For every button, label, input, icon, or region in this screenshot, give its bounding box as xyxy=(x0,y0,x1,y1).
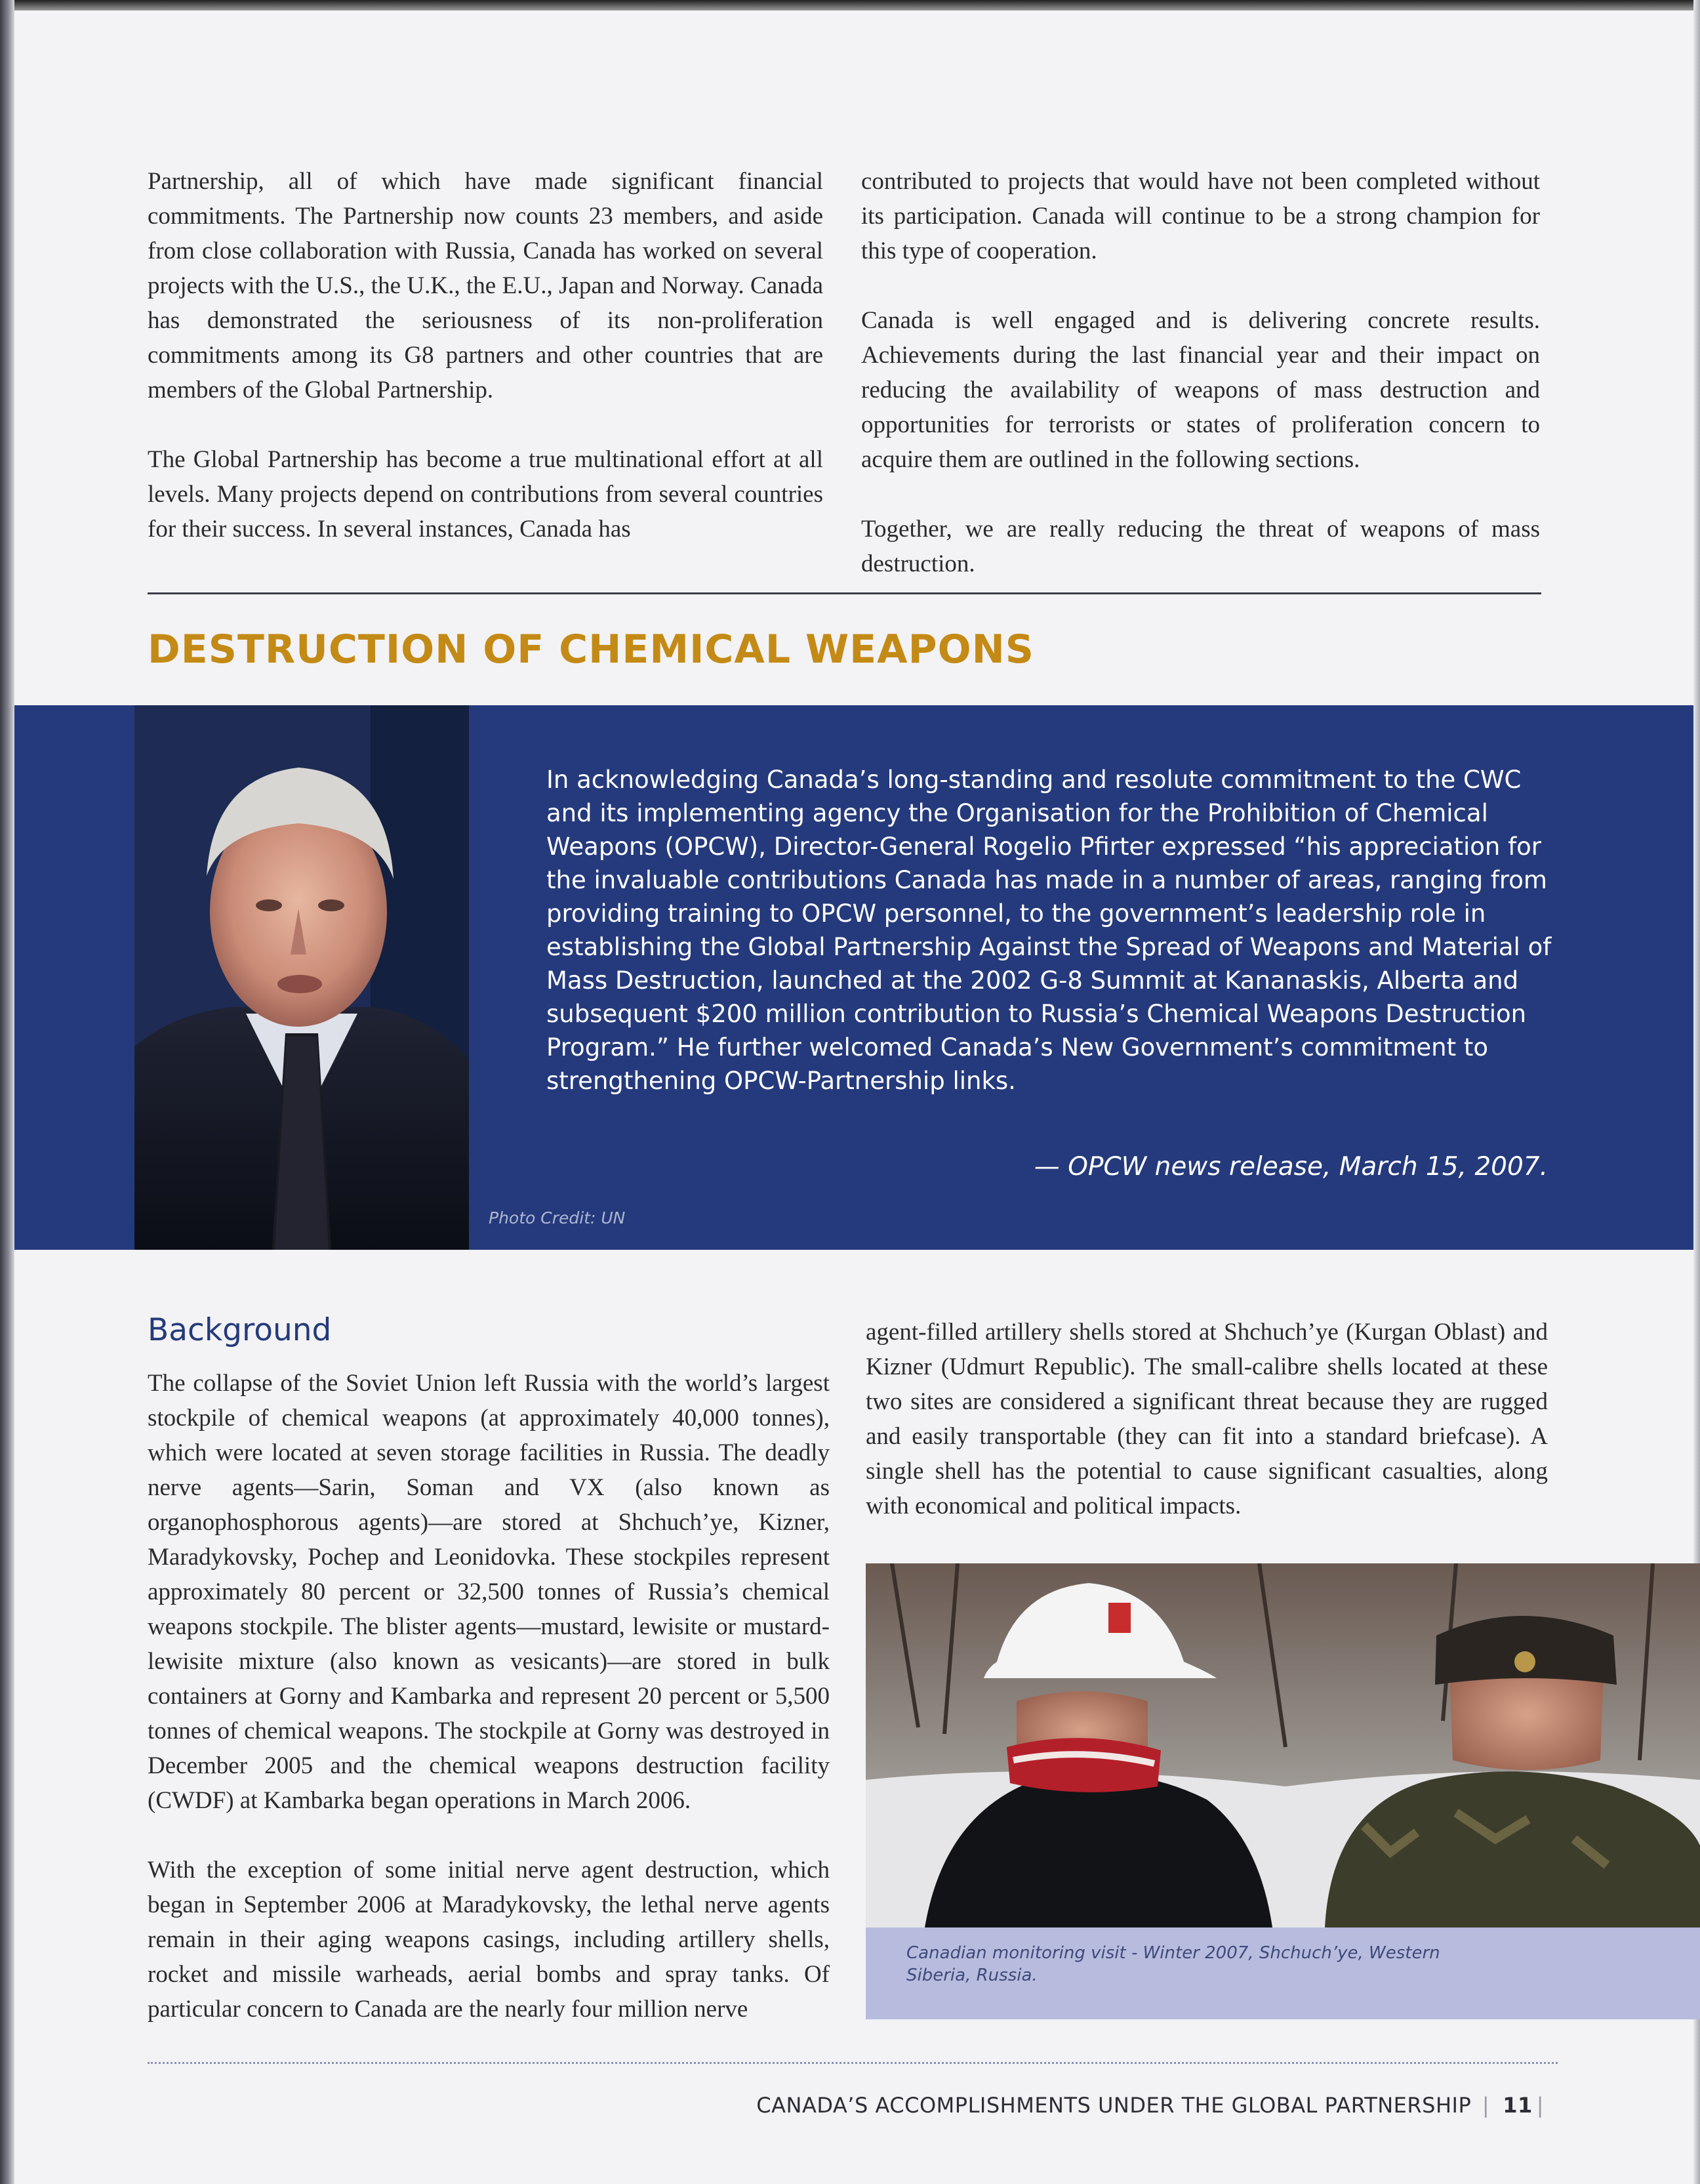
background-paragraph: With the exception of some initial nerve agent destruction, which began in September 2006 at Maradykovsky, the lethal nerve agents remain in their aging weapons casings, including artillery shells, rocket and missile warheads, aerial bombs and spray tanks. Of particular concern to Canada are the nearly four million nerve xyxy=(148,1857,830,2023)
monitoring-visit-photo xyxy=(866,1563,1700,1927)
monitoring-visit-illustration xyxy=(866,1563,1700,1927)
background-paragraph: The collapse of the Soviet Union left Russia with the world’s largest stockpile of chemical weapons (at approximately 40,000 tonnes), which were located at seven storage facilities in Russia. The deadly nerve agents—Sarin, Soman and VX (also known as organophosphorous agents)—are stored at Shchuch’ye, Kizner, Maradykovsky, Pochep and Leonidovka. These stockpiles represent approximately 80 percent or 32,500 tonnes of Russia’s chemical weapons stockpile. The blister agents—mustard, lewisite or mustard-lewisite mixture (also known as vesicants)—are stored in bulk containers at Gorny and Kambarka and represent 20 percent or 5,500 tonnes of chemical weapons. The stockpile at Gorny was destroyed in December 2005 and the chemical weapons destruction facility (CWDF) at Kambarka began operations in March 2006. xyxy=(148,1370,830,1814)
intro-paragraph: The Global Partnership has become a true multinational effort at all levels. Many projects depend on contributions from several countries for their success. In several instances, Canada has xyxy=(148,446,823,543)
section-title: DESTRUCTION OF CHEMICAL WEAPONS xyxy=(148,627,1034,672)
quote-source: — OPCW news release, March 15, 2007. xyxy=(1034,1152,1548,1182)
intro-paragraph: Partnership, all of which have made significant financial commitments. The Partnership now counts 23 members, and aside from close collaboration with Russia, Canada has worked on several projects with the U.S., the U.K., the E.U., Japan and Norway. Canada has demonstrated the seriousness of its non-proliferation commitments among its G8 partners and other countries that are members of the Global Partnership. xyxy=(148,168,823,403)
page-footer xyxy=(756,2093,1548,2118)
page-number: 11 xyxy=(1503,2093,1533,2118)
intro-paragraph: Canada is well engaged and is delivering concrete results. Achievements during the last financial year and their impact on reducing the availability of weapons of mass destruction and opportunities for terrorists or states of proliferation concern to acquire them are outlined in the following sections. xyxy=(861,307,1540,473)
footer-title: CANADA’S ACCOMPLISHMENTS UNDER THE GLOBAL PARTNERSHIP xyxy=(756,2093,1472,2118)
footer-bracket-right: | xyxy=(1536,2093,1544,2118)
footer-divider xyxy=(148,2062,1558,2064)
background-left-column xyxy=(148,1366,830,2027)
background-paragraph: agent-filled artillery shells stored at Shchuch’ye (Kurgan Oblast) and Kizner (Udmurt Republic). The small-calibre shells located at these two sites are considered a significant threat because they are rugged and easily transportable (they can fit into a standard briefcase). A single shell has the potential to cause significant casualties, along with economical and political impacts. xyxy=(866,1319,1548,1519)
photo-credit: Photo Credit: UN xyxy=(489,1208,626,1227)
section-divider xyxy=(148,592,1541,594)
intro-paragraph: contributed to projects that would have not been completed without its participation. Canada will continue to be a strong champion for this type of cooperation. xyxy=(861,168,1540,264)
quote-text: In acknowledging Canada’s long-standing and resolute commitment to the CWC and its implementing agency the Organisation for the Prohibition of Chemical Weapons (OPCW), Director-General Rogelio Pfirter expressed “his appreciation for the invaluable contributions Canada has made in a number of areas, ranging from providing training to OPCW personnel, to the government’s leadership role in establishing the Global Partnership Against the Spread of Weapons and Material of Mass Destruction, launched at the 2002 G-8 Summit at Kananaskis, Alberta and subsequent $200 million contribution to Russia’s Chemical Weapons Destruction Program.” He further welcomed Canada’s New Government’s commitment to strengthening OPCW-Partnership links. xyxy=(546,766,1552,1095)
page-top-edge xyxy=(0,0,1700,10)
portrait-illustration xyxy=(134,705,469,1250)
intro-paragraph: Together, we are really reducing the threat of weapons of mass destruction. xyxy=(861,516,1540,577)
photo-caption: Canadian monitoring visit - Winter 2007, Shchuch’ye, Western Siberia, Russia. xyxy=(906,1943,1440,1985)
background-right-column xyxy=(866,1315,1548,1523)
page-binding-shadow xyxy=(0,0,14,2184)
intro-left-column xyxy=(148,164,823,546)
background-heading: Background xyxy=(148,1312,332,1348)
portrait-photo xyxy=(134,705,469,1250)
intro-right-column xyxy=(861,164,1540,581)
footer-bracket-left: | xyxy=(1482,2093,1490,2118)
